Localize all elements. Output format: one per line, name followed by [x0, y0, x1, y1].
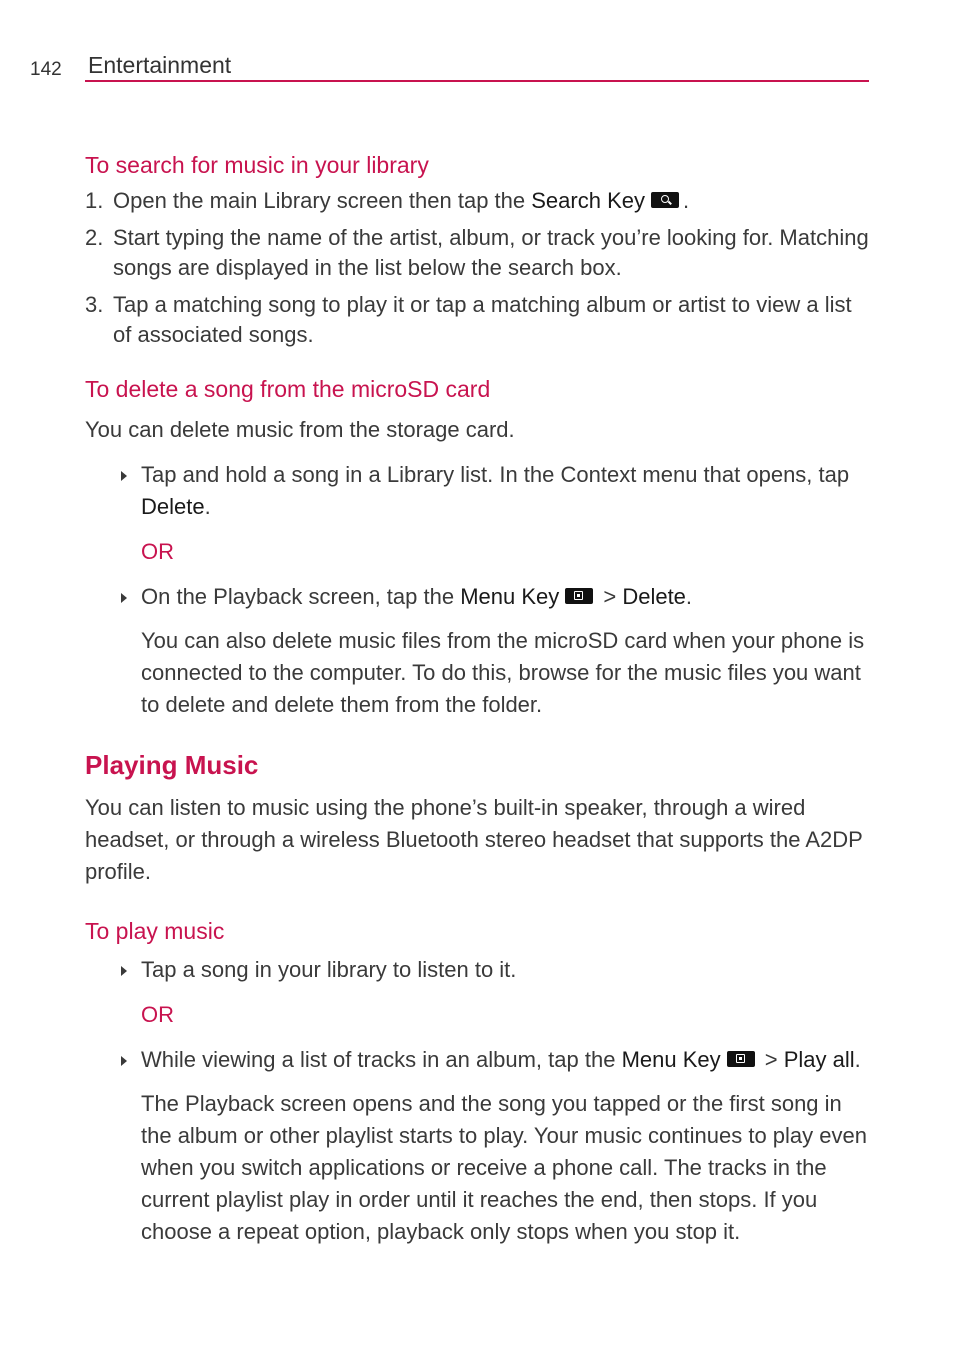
play-all-label: Play all — [783, 1047, 855, 1072]
bullet-text: On the Playback screen, tap the — [141, 584, 461, 609]
search-heading: To search for music in your library — [85, 152, 429, 178]
play-music-heading: To play music — [85, 918, 225, 944]
playback-note: The Playback screen opens and the song you tapped or the first song in the album or other playlist starts to play. Your music continues to play even when you switch applications or receive a phone call. The tracks in the current playlist play in order until it reaches the end, then stops. If you choose a repeat option, playback only stops when you stop it. — [141, 1091, 867, 1244]
bullet-punct: . — [204, 494, 211, 519]
play-bullet-2 — [85, 1044, 875, 1076]
page-number: 142 — [30, 59, 62, 80]
menu-key-icon — [565, 588, 593, 604]
bullet-arrow-icon — [121, 966, 127, 976]
delete-label: Delete — [141, 494, 205, 519]
playing-intro: You can listen to music using the phone’s built-in speaker, through a wired headset, or through a wireless Bluetooth stereo headset that supports the A2DP profile. — [85, 795, 863, 884]
search-steps — [85, 186, 875, 350]
page-content — [85, 148, 875, 1248]
bullet-text: Tap a song in your library to listen to it. — [141, 957, 517, 982]
delete-bullet-1 — [85, 459, 875, 523]
page-header — [0, 50, 954, 90]
bullet-punct: . — [854, 1047, 861, 1072]
step-text: Tap a matching song to play it or tap a matching album or artist to view a list of associated songs. — [113, 292, 852, 347]
playing-music-heading: Playing Music — [85, 750, 259, 780]
bullet-separator: > — [597, 584, 623, 609]
bullet-arrow-icon — [121, 1056, 127, 1066]
menu-key-icon — [727, 1051, 755, 1067]
step-punct: . — [682, 188, 690, 213]
delete-heading: To delete a song from the microSD card — [85, 376, 491, 402]
delete-label: Delete — [622, 584, 686, 609]
delete-intro: You can delete music from the storage card. — [85, 417, 515, 442]
search-key-label: Search Key — [531, 188, 645, 213]
bullet-arrow-icon — [121, 471, 127, 481]
bullet-text: While viewing a list of tracks in an album, tap the — [141, 1047, 622, 1072]
step-text: Start typing the name of the artist, album, or track you’re looking for. Matching songs are displayed in the list below the search box. — [113, 225, 869, 280]
or-separator: OR — [141, 539, 174, 564]
bullet-separator: > — [758, 1047, 784, 1072]
menu-key-label: Menu Key — [460, 584, 560, 609]
step-number: 1. — [85, 188, 104, 213]
section-title: Entertainment — [88, 52, 232, 78]
step-number: 3. — [85, 292, 104, 317]
search-step-1 — [85, 186, 875, 216]
bullet-arrow-icon — [121, 593, 127, 603]
or-separator: OR — [141, 1002, 174, 1027]
step-number: 2. — [85, 225, 104, 250]
delete-note: You can also delete music files from the microSD card when your phone is connected to the computer. To do this, browse for the music files you want to delete and delete them from the folder. — [141, 628, 865, 717]
bullet-punct: . — [685, 584, 693, 609]
play-bullet-1 — [85, 954, 875, 986]
delete-bullet-2 — [85, 581, 875, 613]
step-text: Open the main Library screen then tap the — [113, 188, 532, 213]
header-divider — [85, 80, 869, 82]
search-icon — [651, 192, 679, 208]
bullet-text: Tap and hold a song in a Library list. In the Context menu that opens, tap — [141, 462, 850, 487]
search-step-2 — [85, 223, 875, 283]
menu-key-label: Menu Key — [621, 1047, 721, 1072]
search-step-3 — [85, 290, 875, 350]
